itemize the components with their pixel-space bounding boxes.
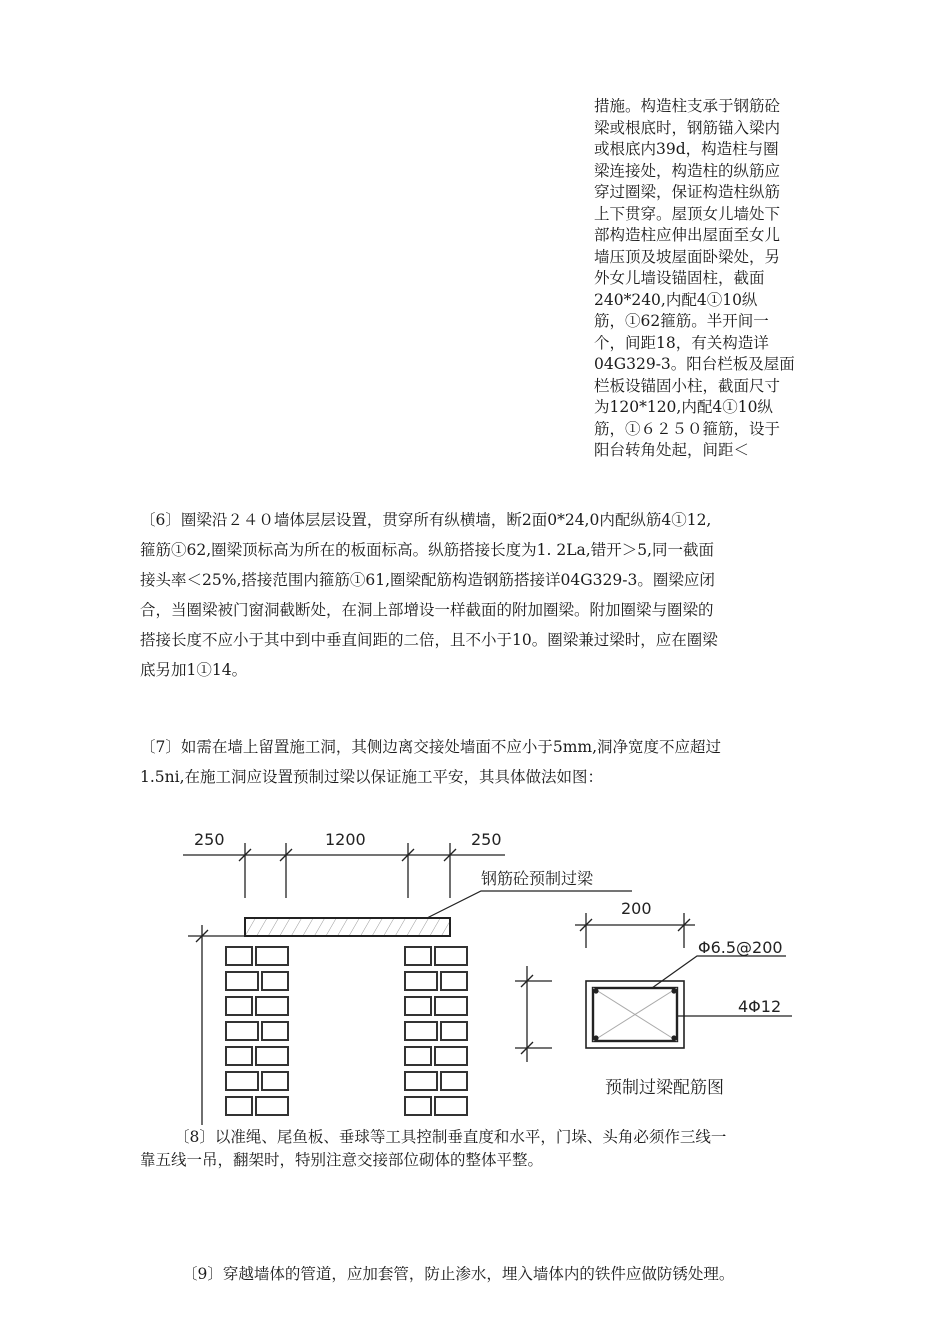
- paragraph-8: [140, 1126, 830, 1172]
- dim-left-label: 250: [194, 830, 225, 849]
- section-width-dimension: [575, 913, 695, 948]
- rebar-label: 4Φ12: [738, 997, 782, 1016]
- text-line: 墙压顶及坡屋面卧梁处，另: [594, 247, 781, 266]
- text-line: 为120*120,内配4①10纵: [594, 398, 773, 416]
- text-line: 搭接长度不应小于其中到中垂直间距的二倍，且不小于10。圈梁兼过梁时，应在圈梁: [140, 631, 718, 649]
- text-line: 〔6〕圈梁沿２４０墙体层层设置，贯穿所有纵横墙，断2面0*24,0内配纵筋4①12,: [140, 511, 712, 529]
- lintel-section: [586, 981, 684, 1048]
- text-line: 04G329-3。阳台栏板及屋面: [594, 355, 795, 373]
- stirrup-label: Φ6.5@200: [698, 938, 783, 957]
- text-line: 底另加1①14。: [140, 661, 248, 679]
- beam-leader-line: [427, 891, 632, 918]
- text-line: 梁连接处，构造柱的纵筋应: [594, 161, 781, 180]
- right-brick-pier: [405, 947, 467, 1115]
- precast-lintel-beam: [245, 918, 450, 936]
- text-line: 或根底内39d，构造柱与圈: [594, 140, 779, 158]
- text-line: 接头率＜25%,搭接范围内箍筋①61,圈梁配筋构造钢筋搭接详04G329-3。圈梁应闭: [140, 571, 715, 589]
- text-line: 靠五线一吊，翻架时，特别注意交接部位砌体的整体平整。: [140, 1151, 544, 1169]
- text-line: 个，间距18，有关构造详: [594, 333, 769, 352]
- text-line: 栏板设锚固小柱，截面尺寸: [594, 376, 781, 395]
- text-line: 部构造柱应伸出屋面至女儿: [594, 226, 781, 244]
- section-height-dimension: [515, 966, 552, 1062]
- dim-mid-label: 1200: [325, 830, 366, 849]
- text-line: 梁或根底时，钢筋锚入梁内: [594, 118, 781, 137]
- text-line: 筋，①62箍筋。半开间一: [594, 312, 769, 330]
- text-line: 240*240,内配4①10纵: [594, 290, 758, 309]
- text-line: 穿过圈梁，保证构造柱纵筋: [594, 183, 781, 201]
- text-line: 合，当圈梁被门窗洞截断处，在洞上部增设一样截面的附加圈梁。附加圈梁与圈梁的: [140, 601, 714, 619]
- text-line: 筋，①６２５０箍筋，设于: [594, 419, 781, 438]
- text-line: 1.5ni,在施工洞应设置预制过梁以保证施工平安，其具体做法如图：: [140, 768, 604, 786]
- text-line: 〔8〕以准绳、尾鱼板、垂球等工具控制垂直度和水平，门垛、头角必须作三线一: [174, 1128, 727, 1146]
- text-line: 箍筋①62,圈梁顶标高为所在的板面标高。纵筋搭接长度为1. 2La,错开＞5,同一截面: [140, 541, 714, 559]
- text-line: 〔7〕如需在墙上留置施工洞，其侧边离交接处墙面不应小于5mm,洞净宽度不应超过: [140, 738, 722, 756]
- section-caption: 预制过梁配筋图: [605, 1078, 724, 1098]
- left-brick-pier: [226, 947, 288, 1115]
- text-line: 措施。构造柱支承于钢筋砼: [594, 97, 781, 115]
- paragraph-9: 〔9〕穿越墙体的管道，应加套管，防止渗水，埋入墙体内的铁件应做防锈处理。: [182, 1265, 735, 1283]
- stirrup-leader-line: [652, 956, 786, 988]
- dim-right-label: 250: [471, 830, 502, 849]
- text-line: 上下贯穿。屋顶女儿墙处下: [594, 204, 781, 223]
- text-line: 阳台转角处起，间距＜: [594, 441, 750, 459]
- beam-label: 钢筋砼预制过梁: [481, 869, 594, 888]
- text-line: 外女儿墙设锚固柱，截面: [594, 269, 765, 287]
- top-dimension: [183, 843, 505, 898]
- section-dim-label: 200: [621, 899, 652, 918]
